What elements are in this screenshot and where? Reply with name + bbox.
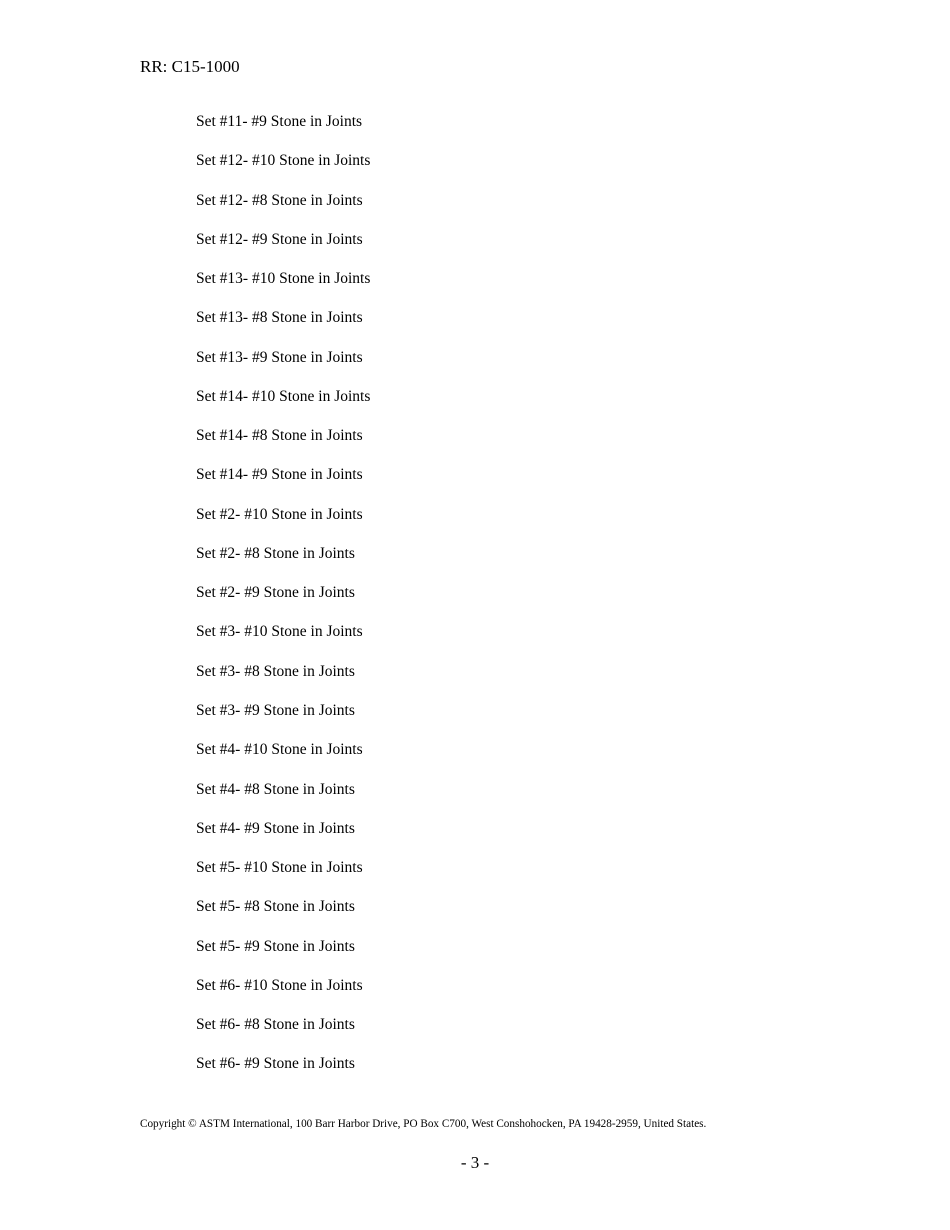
list-item: Set #14- #8 Stone in Joints: [196, 427, 363, 445]
list-item: Set #12- #8 Stone in Joints: [196, 191, 363, 209]
list-item: Set #6- #8 Stone in Joints: [196, 1016, 355, 1034]
list-item: Set #2- #9 Stone in Joints: [196, 584, 355, 602]
list-item: Set #12- #10 Stone in Joints: [196, 152, 371, 170]
list-item: Set #13- #8 Stone in Joints: [196, 309, 363, 327]
list-item: Set #3- #9 Stone in Joints: [196, 701, 355, 719]
list-item: Set #6- #10 Stone in Joints: [196, 976, 363, 994]
report-number-header: RR: C15-1000: [140, 57, 240, 76]
list-item: Set #13- #9 Stone in Joints: [196, 348, 363, 366]
list-item: Set #13- #10 Stone in Joints: [196, 270, 371, 288]
list-item: Set #4- #9 Stone in Joints: [196, 819, 355, 837]
list-item: Set #4- #10 Stone in Joints: [196, 741, 363, 759]
list-item: Set #12- #9 Stone in Joints: [196, 230, 363, 248]
list-item: Set #14- #10 Stone in Joints: [196, 387, 371, 405]
list-item: Set #5- #10 Stone in Joints: [196, 859, 363, 877]
list-item: Set #6- #9 Stone in Joints: [196, 1055, 355, 1073]
list-item: Set #3- #8 Stone in Joints: [196, 662, 355, 680]
list-item: Set #5- #8 Stone in Joints: [196, 898, 355, 916]
list-item: Set #3- #10 Stone in Joints: [196, 623, 363, 641]
list-item: Set #2- #10 Stone in Joints: [196, 505, 363, 523]
copyright-notice: Copyright © ASTM International, 100 Barr Harbor Drive, PO Box C700, West Conshohocken, PA 19428-2959, United States.: [140, 1118, 707, 1130]
list-item: Set #2- #8 Stone in Joints: [196, 544, 355, 562]
list-item: Set #11- #9 Stone in Joints: [196, 113, 363, 130]
set-list: [196, 112, 370, 1094]
list-item: Set #14- #9 Stone in Joints: [196, 466, 363, 484]
list-item: Set #5- #9 Stone in Joints: [196, 937, 355, 955]
list-item: Set #4- #8 Stone in Joints: [196, 780, 355, 798]
page-number: - 3 -: [460, 1153, 490, 1172]
